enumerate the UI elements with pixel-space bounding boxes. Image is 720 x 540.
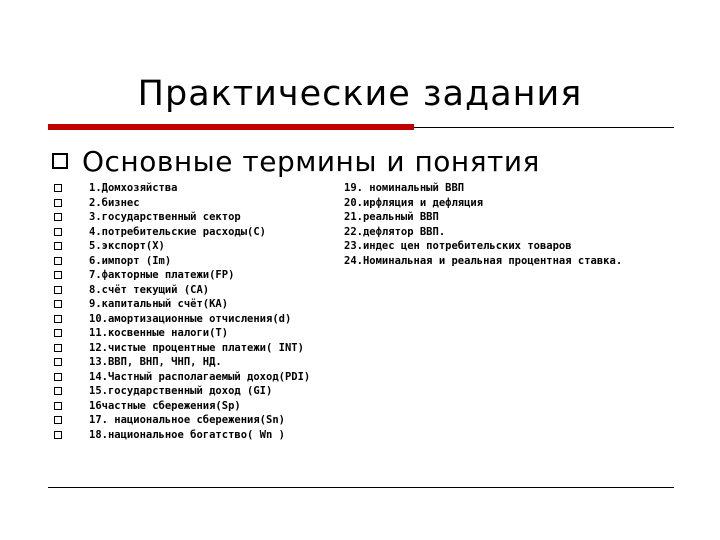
term-item: 2.бизнес xyxy=(89,196,140,209)
term-item: 13.ВВП, ВНП, ЧНП, НД. xyxy=(89,356,222,368)
bullet-row xyxy=(54,254,62,269)
terms-list-right xyxy=(344,181,622,268)
term-item: 12.чистые процентные платежи( INT) xyxy=(89,341,304,354)
bullet-row xyxy=(54,312,62,327)
term-item: 17. национальное сбережения(Sn) xyxy=(89,414,285,426)
bullet-row xyxy=(54,413,62,428)
hollow-square-bullet-icon xyxy=(54,416,62,424)
hollow-square-bullet-icon xyxy=(54,344,62,352)
bullet-row xyxy=(54,297,62,312)
bullet-column xyxy=(54,181,62,442)
term-item: 16частные сбережения(Sp) xyxy=(89,399,241,412)
bullet-row xyxy=(54,399,62,414)
section-heading xyxy=(52,143,540,179)
hollow-square-bullet-icon xyxy=(54,358,62,366)
section-heading-text: Основные термины и понятия xyxy=(82,144,540,178)
term-item: 14.Частный располагаемый доход(PDI) xyxy=(89,370,311,383)
bullet-row xyxy=(54,384,62,399)
bullet-row xyxy=(54,196,62,211)
hollow-square-bullet-icon xyxy=(54,300,62,308)
bullet-row xyxy=(54,181,62,196)
title-divider-line xyxy=(414,127,674,128)
hollow-square-bullet-icon xyxy=(54,228,62,236)
term-item: 20.ирфляция и дефляция xyxy=(344,196,484,209)
hollow-square-bullet-icon xyxy=(54,387,62,395)
term-item: 3.государственный сектор xyxy=(89,211,241,223)
term-item: 1.Домхозяйства xyxy=(89,182,178,194)
hollow-square-bullet-icon xyxy=(54,329,62,337)
term-item: 18.национальное богатство( Wn ) xyxy=(89,428,285,441)
bullet-row xyxy=(54,341,62,356)
hollow-square-bullet-icon xyxy=(52,153,68,169)
term-item: 8.счёт текущий (СА) xyxy=(89,283,210,296)
term-item: 5.экспорт(Х) xyxy=(89,240,165,252)
term-item: 21.реальный ВВП xyxy=(344,211,439,223)
title-accent-bar xyxy=(48,124,414,130)
hollow-square-bullet-icon xyxy=(54,199,62,207)
bullet-row xyxy=(54,239,62,254)
term-item: 7.факторные платежи(FP) xyxy=(89,269,235,281)
term-item: 11.косвенные налоги(Т) xyxy=(89,327,229,339)
term-item: 15.государственный доход (GI) xyxy=(89,385,273,397)
term-item: 6.импорт (Im) xyxy=(89,254,172,267)
bullet-row xyxy=(54,326,62,341)
hollow-square-bullet-icon xyxy=(54,315,62,323)
term-item: 24.Номинальная и реальная процентная ставка. xyxy=(344,254,623,267)
term-item: 9.капитальный счёт(КА) xyxy=(89,298,229,310)
bullet-row xyxy=(54,428,62,443)
slide-title: Практические задания xyxy=(137,74,583,114)
hollow-square-bullet-icon xyxy=(54,431,62,439)
hollow-square-bullet-icon xyxy=(54,286,62,294)
bullet-row xyxy=(54,283,62,298)
term-item: 19. номинальный ВВП xyxy=(344,182,465,194)
hollow-square-bullet-icon xyxy=(54,213,62,221)
terms-list-left xyxy=(89,181,310,442)
bullet-row xyxy=(54,355,62,370)
term-item: 22.дефлятор ВВП. xyxy=(344,225,446,238)
term-item: 10.амортизационные отчисления(d) xyxy=(89,312,292,325)
hollow-square-bullet-icon xyxy=(54,242,62,250)
term-item: 23.индес цен потребительских товаров xyxy=(344,240,572,252)
hollow-square-bullet-icon xyxy=(54,184,62,192)
hollow-square-bullet-icon xyxy=(54,402,62,410)
bullet-row xyxy=(54,210,62,225)
bullet-row xyxy=(54,225,62,240)
hollow-square-bullet-icon xyxy=(54,257,62,265)
hollow-square-bullet-icon xyxy=(54,373,62,381)
hollow-square-bullet-icon xyxy=(54,271,62,279)
bullet-row xyxy=(54,268,62,283)
term-item: 4.потребительские расходы(С) xyxy=(89,225,267,238)
footer-divider-line xyxy=(48,487,674,488)
bullet-row xyxy=(54,370,62,385)
